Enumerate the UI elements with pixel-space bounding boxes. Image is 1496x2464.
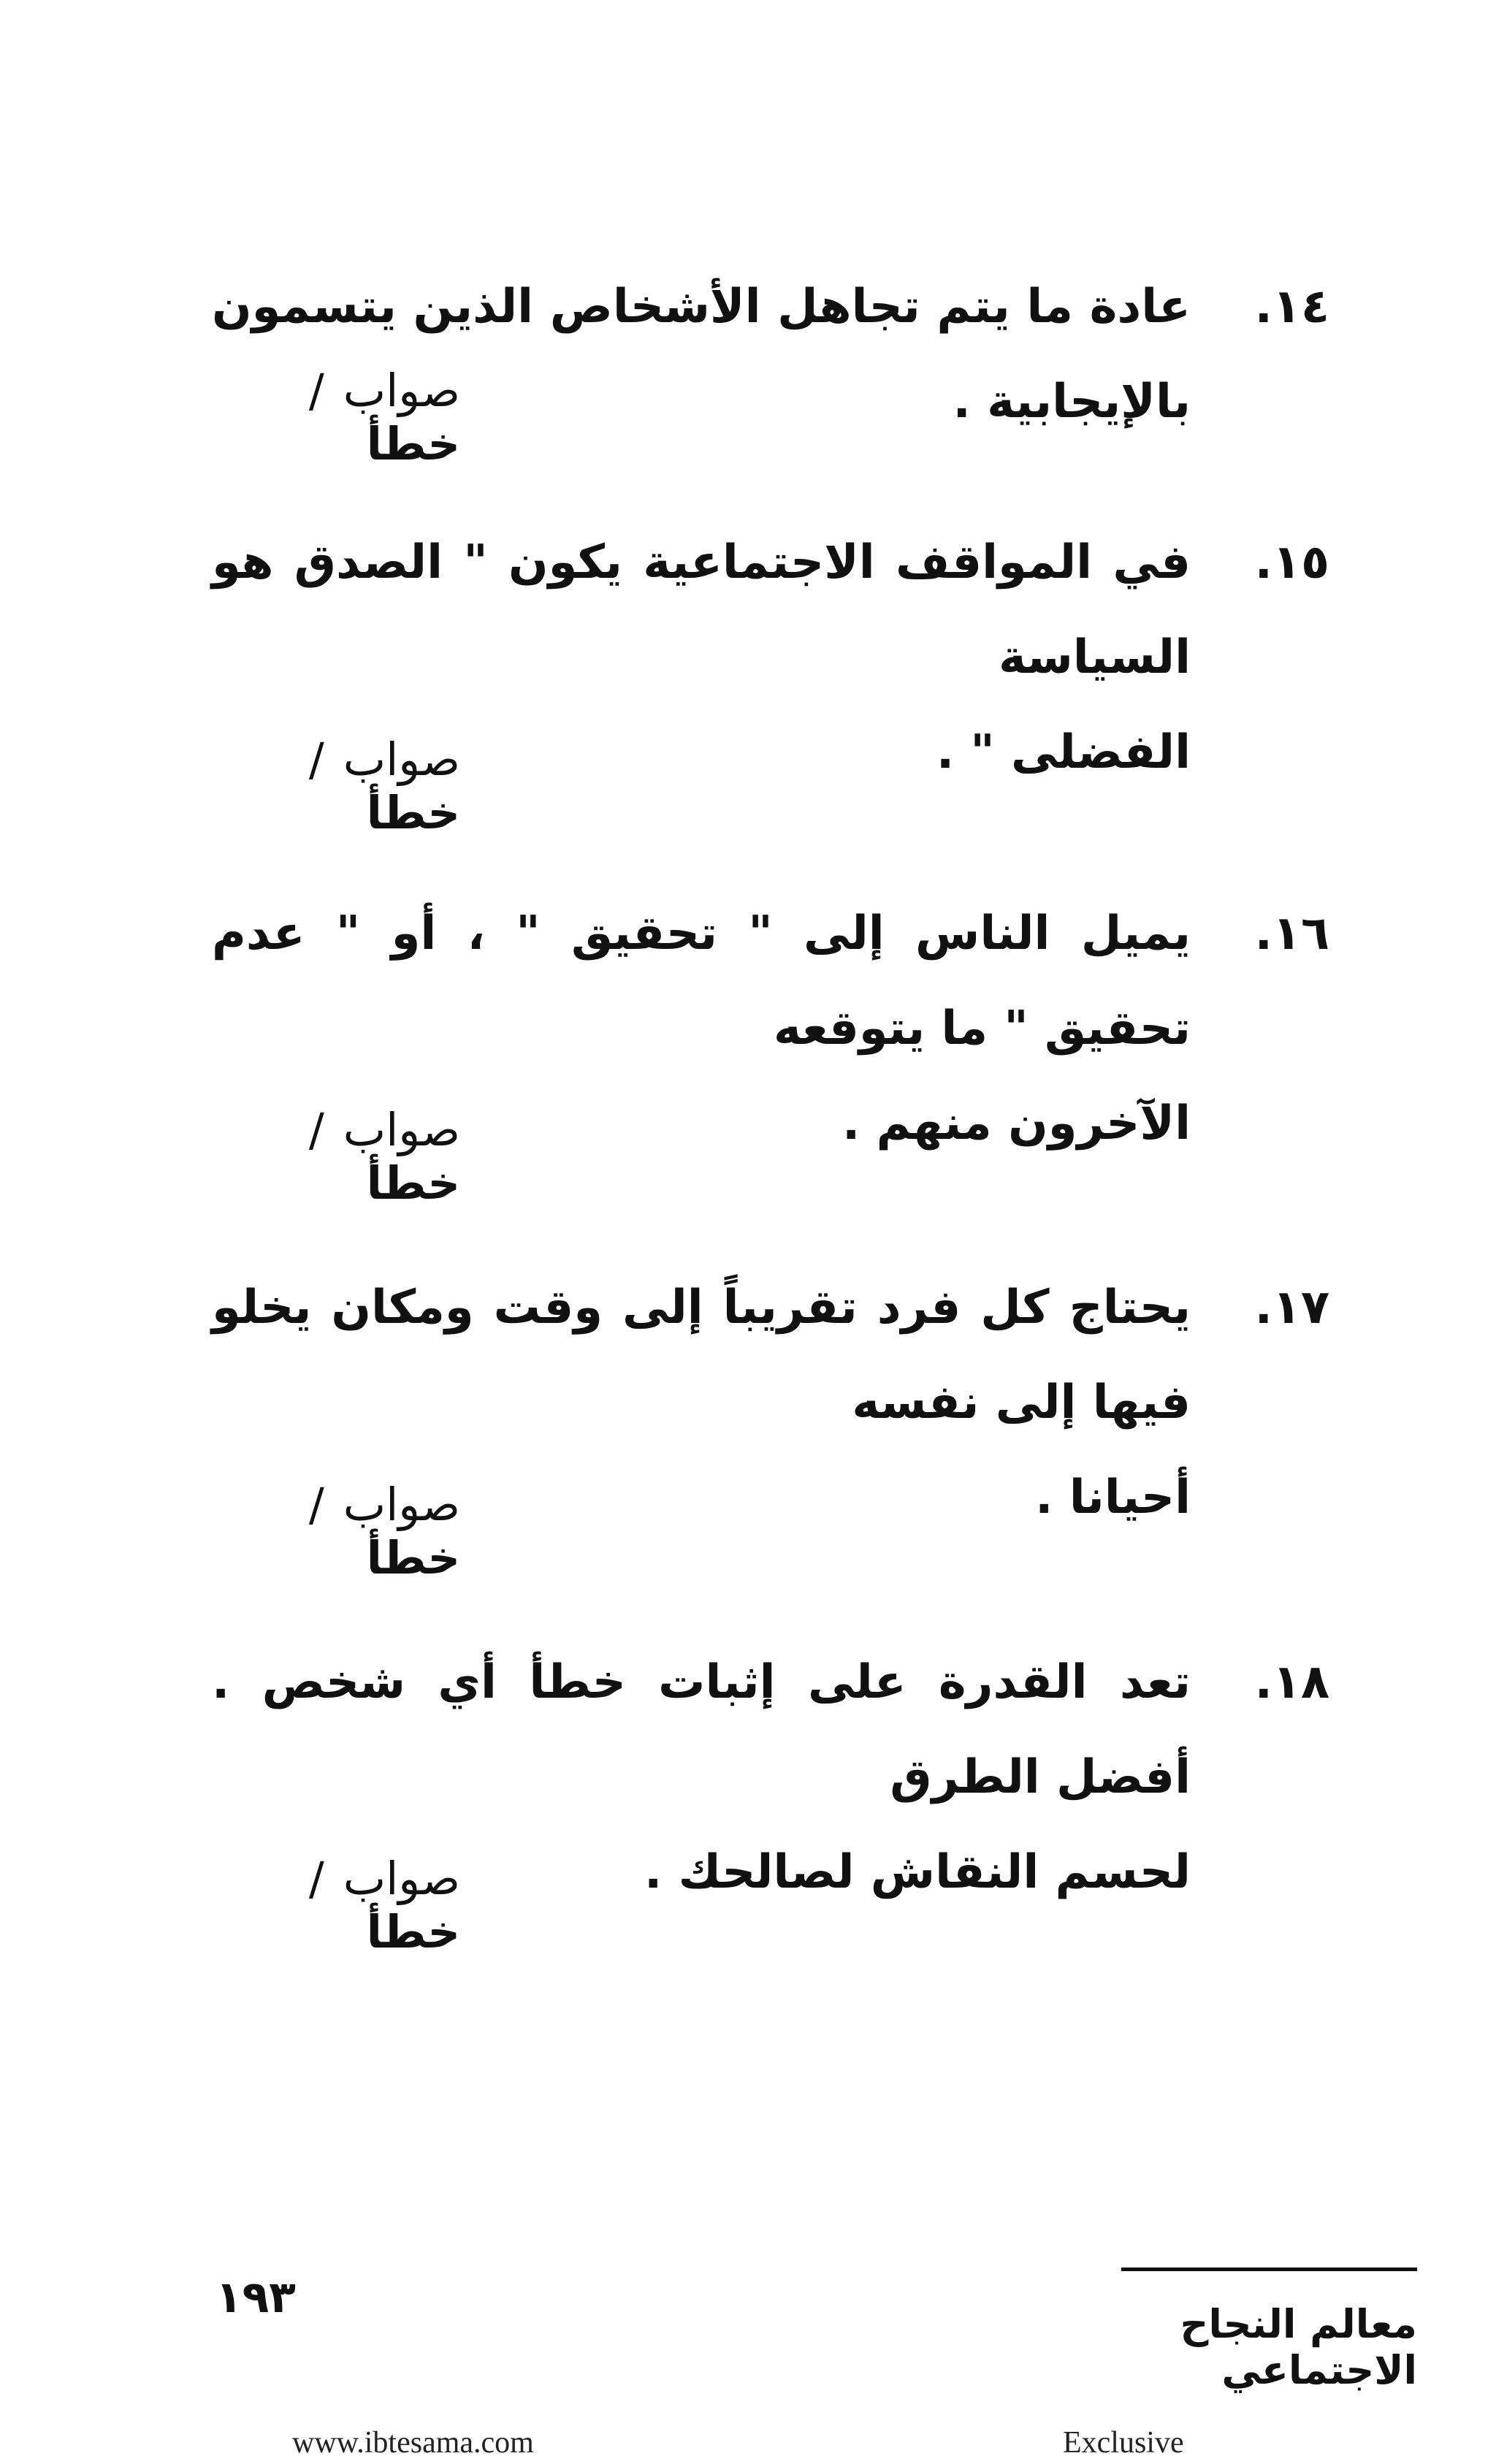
- answer-true-label: صواب: [343, 1103, 460, 1156]
- question-14-number: ١٤.: [1254, 280, 1329, 334]
- answer-false-label: خطأ: [366, 1156, 460, 1210]
- exclusive-watermark: Exclusive: [1063, 2426, 1184, 2460]
- answer-true-label: صواب: [343, 1852, 460, 1905]
- question-18-text-2: لحسم النقاش لصالحك .: [644, 1845, 1191, 1899]
- question-16-answer: [212, 1103, 460, 1210]
- answer-separator: /: [308, 1852, 324, 1905]
- question-17-text-1: يحتاج كل فرد تقريباً إلى وقت ومكان يخلو فيها إلى نفسه: [212, 1281, 1191, 1430]
- answer-separator: /: [308, 364, 324, 417]
- answer-separator: /: [308, 1478, 324, 1531]
- question-17-text-2: أحيانا .: [1035, 1471, 1191, 1525]
- question-14-text-1: عادة ما يتم تجاهل الأشخاص الذين يتسمون بالإيجابية .: [212, 280, 1191, 429]
- book-title: معالم النجاح الاجتماعي: [1180, 2301, 1417, 2393]
- question-18-text-1: تعد القدرة على إثبات خطأ أي شخص . أفضل الطرق: [212, 1655, 1191, 1804]
- question-14-answer: [212, 364, 460, 470]
- question-15-answer: [212, 733, 460, 839]
- question-16-line-1: [212, 886, 1329, 1076]
- question-18-line-1: [212, 1635, 1329, 1825]
- footer-rule: [1121, 2267, 1417, 2271]
- question-15-text-1: في المواقف الاجتماعية يكون " الصدق هو السياسة: [212, 535, 1191, 684]
- question-17-number: ١٧.: [1254, 1281, 1329, 1335]
- question-16-text-2: الآخرون منهم .: [842, 1096, 1191, 1151]
- question-15-line-1: [212, 515, 1329, 705]
- answer-false-label: خطأ: [366, 1531, 460, 1584]
- answer-true-label: صواب: [343, 1478, 460, 1531]
- answer-separator: /: [308, 733, 324, 786]
- question-16-text-1: يميل الناس إلى " تحقيق " ، أو " عدم تحقيق " ما يتوقعه: [212, 907, 1191, 1056]
- question-15-text-2: الفضلى " .: [936, 725, 1191, 779]
- website-watermark: www.ibtesama.com: [292, 2426, 534, 2460]
- question-16-number: ١٦.: [1254, 907, 1329, 961]
- answer-false-label: خطأ: [366, 1905, 460, 1958]
- question-15-number: ١٥.: [1254, 535, 1329, 590]
- question-18-answer: [212, 1852, 460, 1958]
- answer-true-label: صواب: [343, 364, 460, 417]
- question-17-line-1: [212, 1260, 1329, 1450]
- question-17-answer: [212, 1478, 460, 1584]
- answer-separator: /: [308, 1103, 324, 1156]
- question-18-number: ١٨.: [1254, 1655, 1329, 1709]
- answer-true-label: صواب: [343, 733, 460, 786]
- answer-false-label: خطأ: [366, 417, 460, 470]
- answer-false-label: خطأ: [366, 786, 460, 839]
- page-number: ١٩٣: [215, 2272, 296, 2323]
